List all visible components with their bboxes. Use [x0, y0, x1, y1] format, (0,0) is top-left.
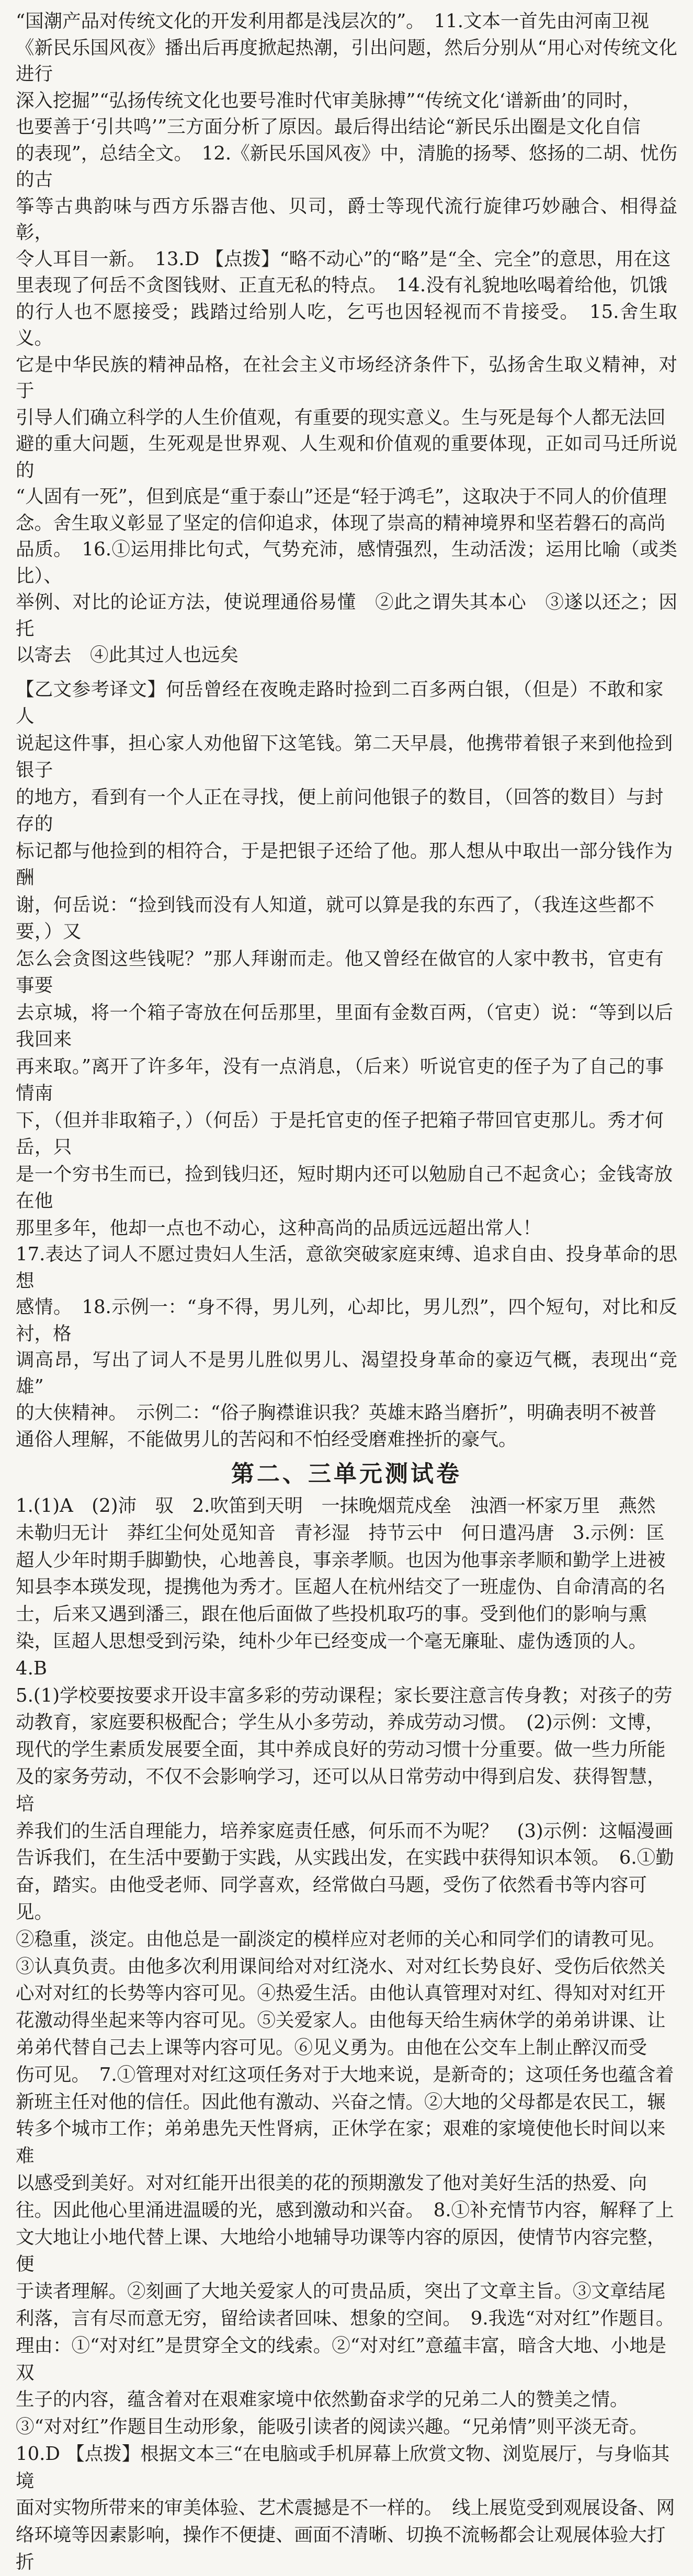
reference-translation [16, 676, 677, 1242]
text-line: 心对对红的长势等内容可见。④热爱生活。由他认真管理对对红、得知对对红开 [16, 1982, 666, 2004]
text-line: “国潮产品对传统文化的开发利用都是浅层次的”。 11.文本一首先由河南卫视 [16, 10, 650, 32]
text-line: “人固有一死”，但到底是“重于泰山”还是“轻于鸿毛”，这取决于不同人的价值理 [16, 486, 667, 507]
text-line: 动教育，家庭要积极配合；学生从小多劳动，养成劳动习惯。 (2)示例：文博， [16, 1712, 664, 1734]
text-line: 下，（但并非取箱子，）（何岳）于是托官吏的侄子把箱子带回官吏那儿。秀才何岳，只 [16, 1109, 664, 1158]
text-line: 17.表达了词人不愿过贵妇人生活，意欲突破家庭束缚、追求自由、投身革命的思想 [16, 1244, 677, 1292]
section-title: 第二、三单元测试卷 [231, 1461, 462, 1487]
text-line: 《新民乐国风夜》播出后再度掀起热潮，引出问题，然后分别从“用心对传统文化进行 [16, 37, 677, 85]
text-line: 养我们的生活自理能力，培养家庭责任感，何乐而不为呢？ (3)示例：这幅漫画 [16, 1820, 674, 1842]
text-line: 新班主任对他的信任。因此他有激动、兴奋之情。②大地的父母都是农民工，辗 [16, 2091, 666, 2113]
text-line: 怎么会贪图这些钱呢？”那人拜谢而走。他又曾经在做官的人家中教书，官吏有事要 [16, 948, 664, 996]
text-line: 去京城，将一个箱子寄放在何岳那里，里面有金数百两，（官吏）说：“等到以后我回来 [16, 1001, 674, 1050]
text-line: 文大地让小地代替上课、大地给小地辅导功课等内容的原因，使情节内容完整，便 [16, 2226, 666, 2275]
text-line: 超人少年时期手脚勤快，心地善良，事亲孝顺。也因为他事亲孝顺和勤学上进被 [16, 1549, 666, 1571]
text-line: 络环境等因素影响，操作不便捷、画面不清晰、切换不流畅都会让观展体验大打折 [16, 2524, 666, 2573]
text-line: 举例、对比的论证方法，使说理通俗易懂 ②此之谓失其本心 ③遂以还之；因托 [16, 591, 677, 640]
text-line: ③认真负责。由他多次利用课间给对对红浇水、对对红长势良好、受伤后依然关 [16, 1955, 666, 1977]
text-line: 筝等古典韵味与西方乐器吉他、贝司，爵士等现代流行旋律巧妙融合、相得益彰， [16, 195, 677, 243]
text-line: 面对实物所带来的审美体验、艺术震撼是不一样的。 线上展览受到观展设备、网 [16, 2497, 675, 2519]
text-line: 再来取。”离开了许多年，没有一点消息，（后来）听说官吏的侄子为了自己的事情南 [16, 1055, 664, 1104]
text-line: 令人耳目一新。 13.D 【点拨】“略不动心”的“略”是“全、完全”的意思，用在这 [16, 248, 671, 270]
text-line: 于读者理解。②刻画了大地关爱家人的可贵品质，突出了文章主旨。③文章结尾 [16, 2281, 666, 2303]
text-line: 花激动得坐起来等内容可见。⑤关爱家人。由他每天给生病休学的弟弟讲课、让 [16, 2010, 666, 2032]
text-line: 感情。 18.示例一：“身不得，男儿列，心却比，男儿烈”，四个短句，对比和反衬，格 [16, 1296, 677, 1344]
text-line: 及的家务劳动，不仅不会影响学习，还可以从日常劳动中得到启发、获得智慧，培 [16, 1765, 666, 1815]
text-line: ②稳重，淡定。由他总是一副淡定的模样应对老师的关心和同学们的请教可见。 [16, 1928, 666, 1950]
text-line: 的行人也不愿接受；践踏过给别人吃，乞丐也因轻视而不肯接受。 15.舍生取义。 [16, 301, 677, 349]
text-line: 【乙文参考译文】何岳曾经在夜晚走路时捡到二百多两白银，（但是）不敢和家人 [16, 678, 664, 727]
text-line: 的表现”，总结全文。 12.《新民乐国风夜》中，清脆的扬琴、悠扬的二胡、忧伤的古 [16, 142, 677, 190]
text-line: 里表现了何岳不贪图钱财、正直无私的特点。 14.没有礼貌地吆喝着给他，饥饿 [16, 275, 667, 296]
text-line: 伤可见。 7.①管理对对红这项任务对于大地来说，是新奇的；这项任务也蕴含着 [16, 2064, 674, 2085]
text-line: 引导人们确立科学的人生价值观，有重要的现实意义。生与死是每个人都无法回 [16, 406, 666, 428]
text-line: 也要善于‘引共鸣’”三方面分析了原因。最后得出结论“新民乐出圈是文化自信 [16, 116, 641, 138]
text-line: 告诉我们，在生活中要勤于实践，从实践出发，在实践中获得知识本领。 6.①勤 [16, 1847, 674, 1869]
text-line: 避的重大问题，生死观是世界观、人生观和价值观的重要体现，正如司马迁所说的 [16, 433, 677, 481]
text-line: 5.(1)学校要按要求开设丰富多彩的劳动课程；家长要注意言传身教；对孩子的劳 [16, 1684, 673, 1706]
text-line: 念。舍生取义彰显了坚定的信仰追求，体现了崇高的精神境界和坚若磐石的高尚 [16, 512, 666, 534]
answers-section-3 [16, 1492, 677, 2576]
text-line: 理由：①“对对红”是贯穿全文的线索。②“对对红”意蕴丰富，暗含大地、小地是双 [16, 2334, 667, 2384]
text-line: 往。因此他心里涌进温暖的光，感到激动和兴奋。 8.①补充情节内容，解释了上 [16, 2199, 674, 2221]
text-line: 是一个穷书生而已，捡到钱归还，短时期内还可以勉励自己不起贪心；金钱寄放在他 [16, 1163, 673, 1212]
text-line: 未勒归无计 莽红尘何处觅知音 青衫湿 持节云中 何日遣冯唐 3.示例：匡 [16, 1522, 665, 1544]
answers-section-1 [16, 8, 677, 669]
text-line: 10.D 【点拨】根据文本三“在电脑或手机屏幕上欣赏文物、浏览展厅，与身临其境 [16, 2443, 670, 2492]
text-line: 它是中华民族的精神品格，在社会主义市场经济条件下，弘扬舍生取义精神，对于 [16, 354, 677, 402]
text-line: ③“对对红”作题目生动形象，能吸引读者的阅读兴趣。“兄弟情”则平淡无奇。 [16, 2416, 648, 2438]
text-line: 通俗人理解，不能做男儿的苦闷和不怕经受磨难挫折的豪气。 [16, 1428, 517, 1450]
text-line: 生子的内容，蕴含着对在艰难家境中依然勤奋求学的兄弟二人的赞美之情。 [16, 2389, 629, 2411]
text-line: 调高昂，写出了词人不是男儿胜似男儿、渴望投身革命的豪迈气概，表现出“竞雄” [16, 1349, 677, 1397]
answers-section-2 [16, 1241, 677, 1453]
text-line: 士，后来又遇到潘三，跟在他后面做了些投机取巧的事。受到他们的影响与熏 [16, 1603, 647, 1625]
text-line: 深入挖掘”“弘扬传统文化也要号准时代审美脉搏”“传统文化‘谱新曲’的同时， [16, 89, 641, 111]
text-line: 的大侠精神。 示例二：“俗子胸襟谁识我？英雄末路当磨折”，明确表明不被普 [16, 1402, 657, 1423]
text-line: 利落，言有尽而意无穷，留给读者回味、想象的空间。 9.我选“对对红”作题目。 [16, 2307, 675, 2329]
text-line: 以感受到美好。对对红能开出很美的花的预期激发了他对美好生活的热爱、向 [16, 2172, 647, 2194]
text-line: 弟弟代替自己去上课等内容可见。⑥见义勇为。由他在公交车上制止醉汉而受 [16, 2036, 647, 2058]
text-line: 转多个城市工作；弟弟患先天性肾病，正休学在家；艰难的家境使他长时间以来难 [16, 2118, 666, 2167]
text-line: 以寄去 ④此其过人也远矣 [16, 644, 239, 666]
text-line: 说起这件事，担心家人劝他留下这笔钱。第二天早晨，他携带着银子来到他捡到银子 [16, 732, 673, 781]
text-line: 现代的学生素质发展要全面，其中养成良好的劳动习惯十分重要。做一些力所能 [16, 1739, 666, 1761]
text-line: 染，匡超人思想受到污染，纯朴少年已经变成一个毫无廉耻、虚伪透顶的人。 4.B [16, 1630, 656, 1679]
text-line: 品质。 16.①运用排比句式，气势充沛，感情强烈，生动活泼；运用比喻（或类比）、 [16, 539, 677, 587]
text-line: 知县李本瑛发现，提携他为秀才。匡超人在杭州结交了一班虚伪、自命清高的名 [16, 1576, 666, 1598]
text-line: 标记都与他捡到的相符合，于是把银子还给了他。那人想从中取出一部分钱作为酬 [16, 840, 673, 888]
text-line: 那里多年，他却一点也不动心，这种高尚的品质远远超出常人！ [16, 1217, 542, 1239]
text-line: 1.(1)A (2)沛 驭 2.吹笛到天明 一抹晚烟荒戍垒 浊酒一杯家万里 燕然 [16, 1495, 656, 1517]
text-line: 奋，踏实。由他受老师、同学喜欢，经常做白马题，受伤了依然看书等内容可见。 [16, 1874, 647, 1923]
text-line: 谢，何岳说：“捡到钱而没有人知道，就可以算是我的东西了，（我连这些都不要，）又 [16, 894, 655, 942]
text-line: 的地方，看到有一个人正在寻找，便上前问他银子的数目，（回答的数目）与封存的 [16, 786, 664, 835]
